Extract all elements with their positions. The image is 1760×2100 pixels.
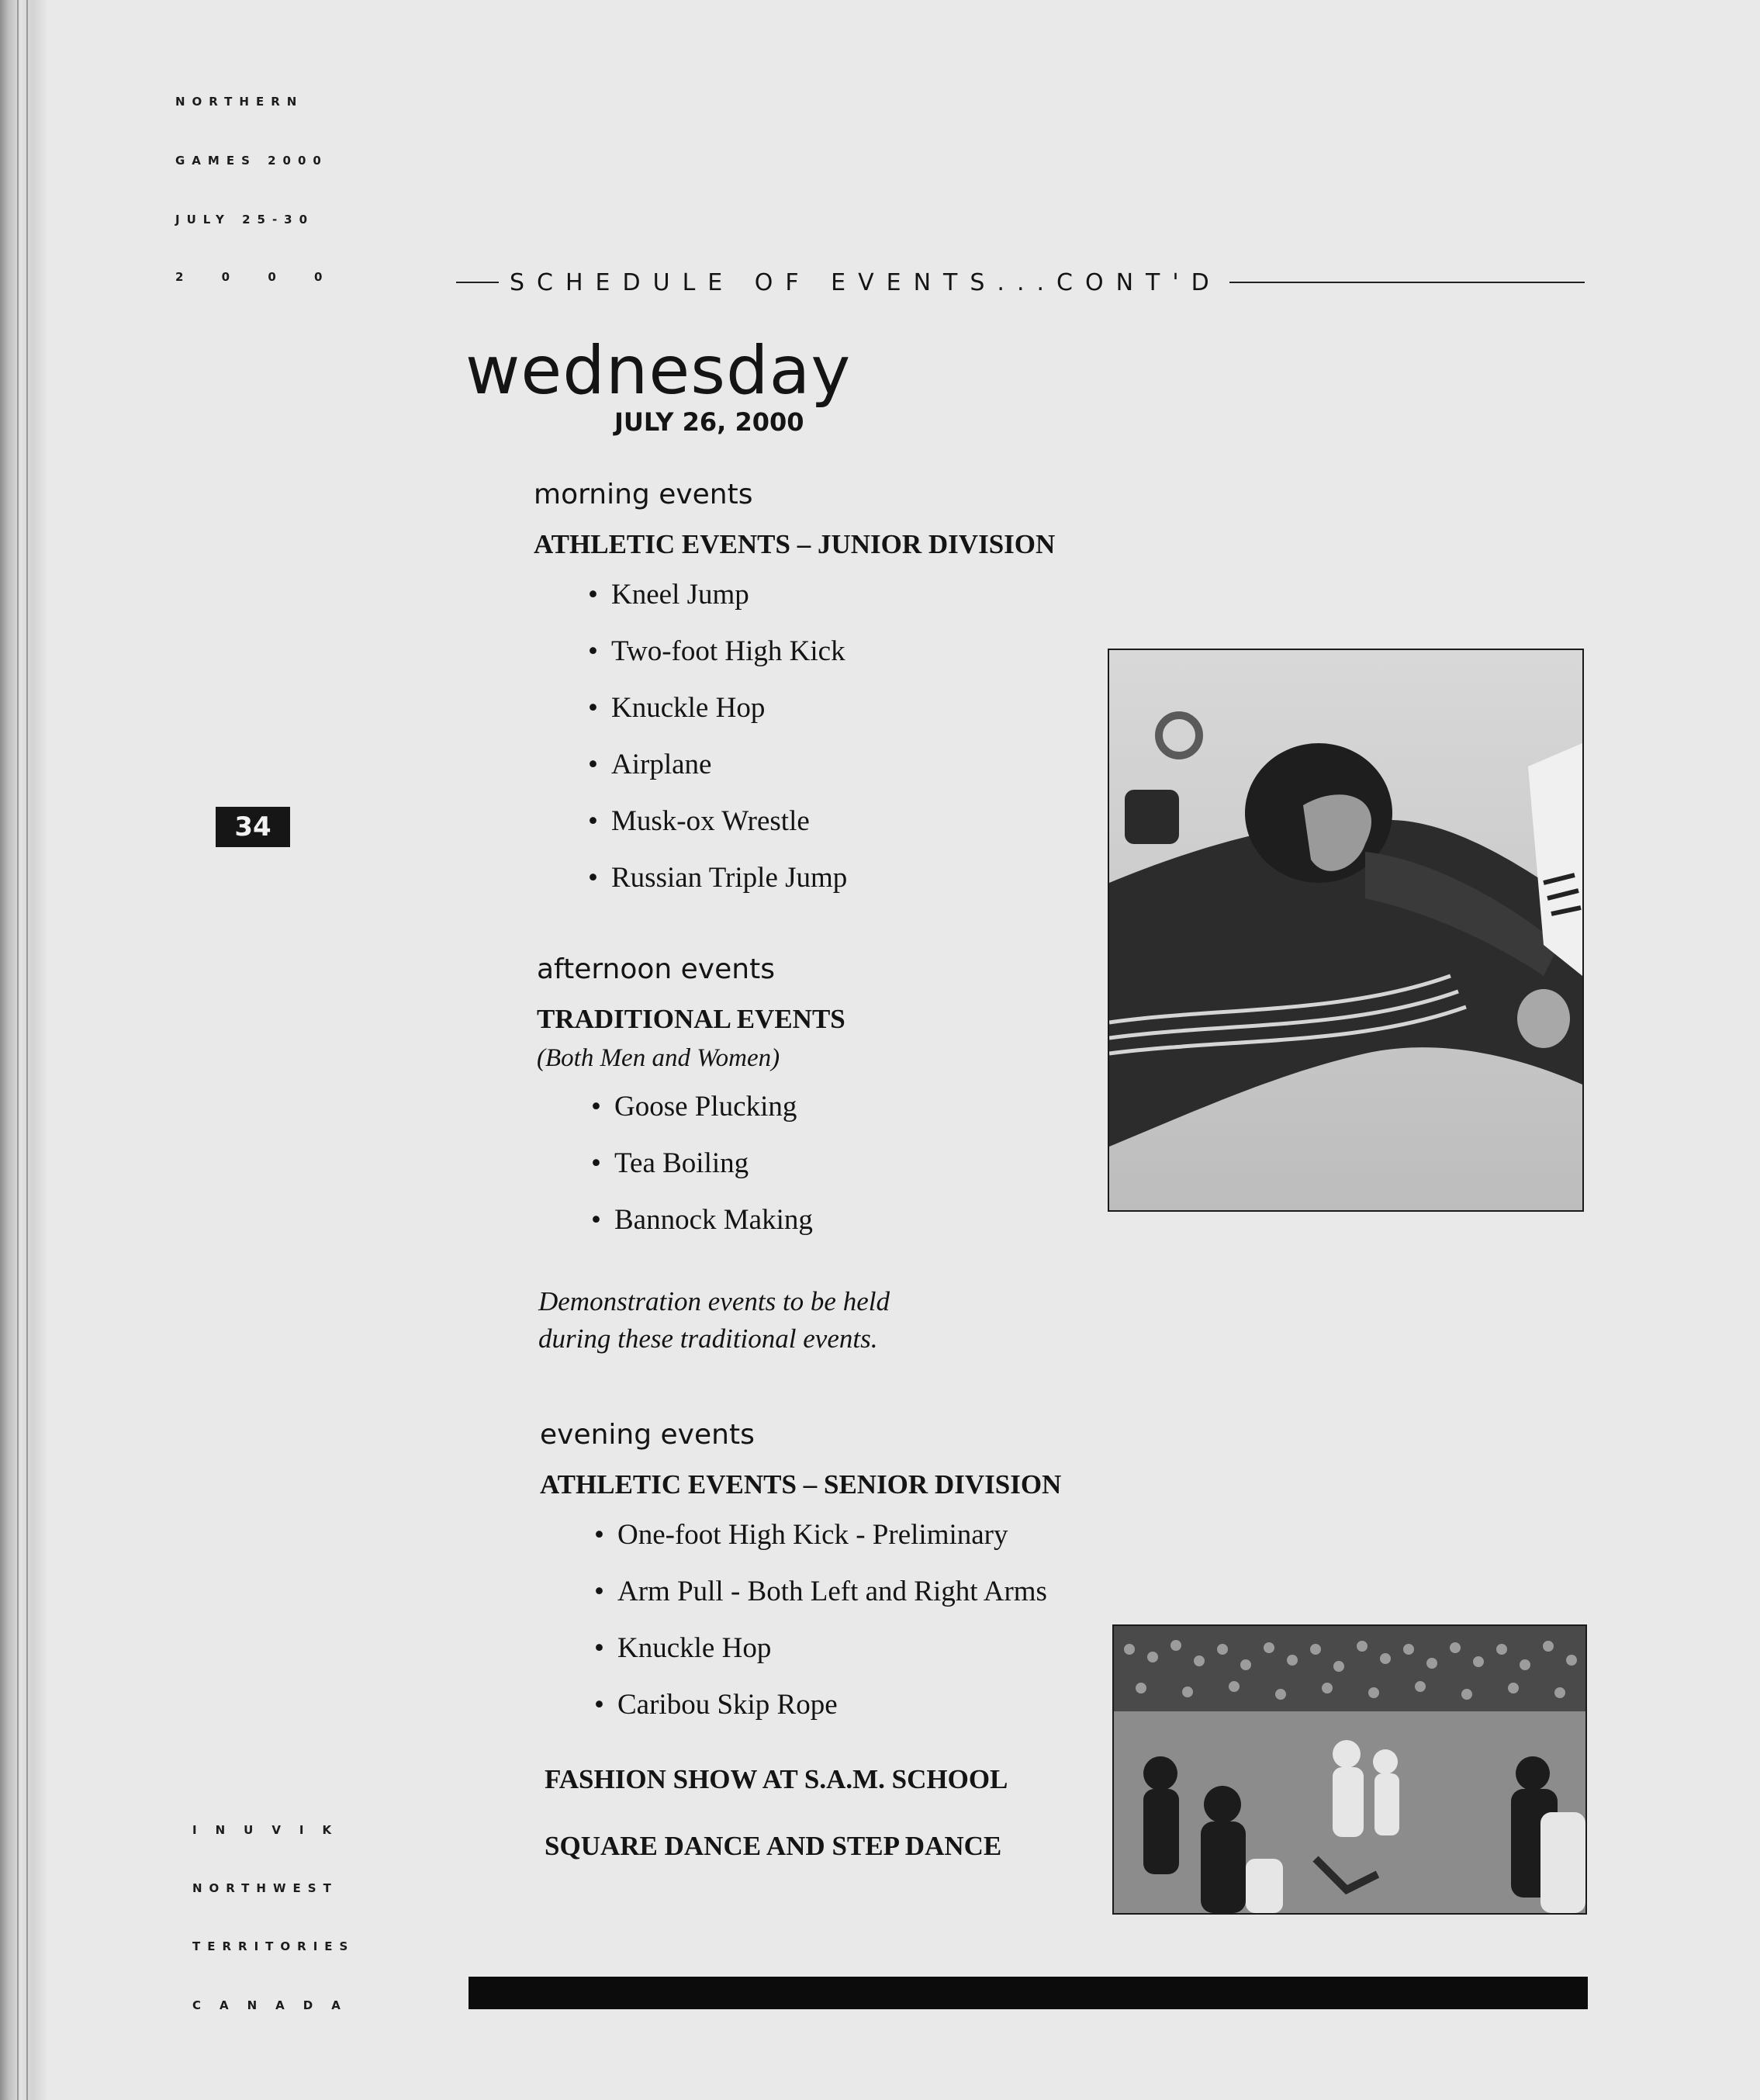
- day-date: JULY 26, 2000: [614, 407, 804, 437]
- sidebar-line: INUVIK: [192, 1823, 351, 1837]
- list-item: • Caribou Skip Rope: [594, 1689, 838, 1721]
- list-item: • Knuckle Hop: [594, 1632, 772, 1664]
- athlete-jump-illustration: [1109, 650, 1582, 1210]
- crowd-event-photo: [1112, 1624, 1587, 1915]
- page-number: 34: [216, 807, 290, 847]
- crowd-scene-illustration: [1114, 1626, 1585, 1913]
- sidebar-line: NORTHWEST: [192, 1881, 338, 1895]
- header-rule-left: [456, 282, 499, 283]
- demonstration-note-line: Demonstration events to be held: [538, 1286, 890, 1316]
- list-item: • One-foot High Kick - Preliminary: [594, 1519, 1008, 1551]
- evening-heading: evening events: [540, 1419, 755, 1451]
- spine-line: [17, 0, 19, 2100]
- morning-event-list: [588, 566, 847, 906]
- evening-event-list: [594, 1507, 1047, 1733]
- list-item: • Bannock Making: [591, 1204, 813, 1236]
- list-item: • Arm Pull - Both Left and Right Arms: [594, 1576, 1047, 1607]
- sidebar-line: GAMES 2000: [175, 154, 328, 168]
- fashion-show-event: FASHION SHOW AT S.A.M. SCHOOL: [545, 1764, 1008, 1794]
- list-item: • Two-foot High Kick: [588, 635, 845, 667]
- sidebar-line: CANADA: [192, 1998, 359, 2012]
- day-title: wednesday: [465, 332, 852, 410]
- sidebar-line: 2 0 0 0: [175, 270, 340, 284]
- afternoon-category: TRADITIONAL EVENTS: [537, 1004, 845, 1034]
- afternoon-subtitle: (Both Men and Women): [537, 1044, 780, 1072]
- list-item: • Tea Boiling: [591, 1147, 749, 1179]
- section-header: [456, 265, 1585, 299]
- section-title: SCHEDULE OF EVENTS...CONT'D: [510, 268, 1222, 296]
- spine-line: [26, 0, 28, 2100]
- morning-category: ATHLETIC EVENTS – JUNIOR DIVISION: [534, 529, 1056, 559]
- afternoon-heading: afternoon events: [537, 953, 775, 985]
- list-item: • Knuckle Hop: [588, 692, 766, 724]
- sidebar-line: NORTHERN: [175, 95, 304, 109]
- evening-category: ATHLETIC EVENTS – SENIOR DIVISION: [540, 1469, 1062, 1500]
- list-item: • Goose Plucking: [591, 1091, 797, 1123]
- list-item: • Musk-ox Wrestle: [588, 805, 810, 837]
- list-item: • Airplane: [588, 749, 712, 780]
- afternoon-event-list: [591, 1078, 813, 1248]
- list-item: • Kneel Jump: [588, 579, 749, 611]
- sidebar-line: JULY 25-30: [175, 213, 315, 227]
- list-item: • Russian Triple Jump: [588, 862, 848, 894]
- book-spine-shadow: [0, 0, 47, 2100]
- bottom-rule-bar: [469, 1977, 1588, 2009]
- demonstration-note-line: during these traditional events.: [538, 1323, 878, 1354]
- morning-heading: morning events: [534, 479, 753, 510]
- dance-event: SQUARE DANCE AND STEP DANCE: [545, 1831, 1002, 1861]
- sidebar-line: TERRITORIES: [192, 1939, 355, 1953]
- athlete-jump-photo: [1108, 649, 1584, 1212]
- header-rule-right: [1229, 282, 1585, 283]
